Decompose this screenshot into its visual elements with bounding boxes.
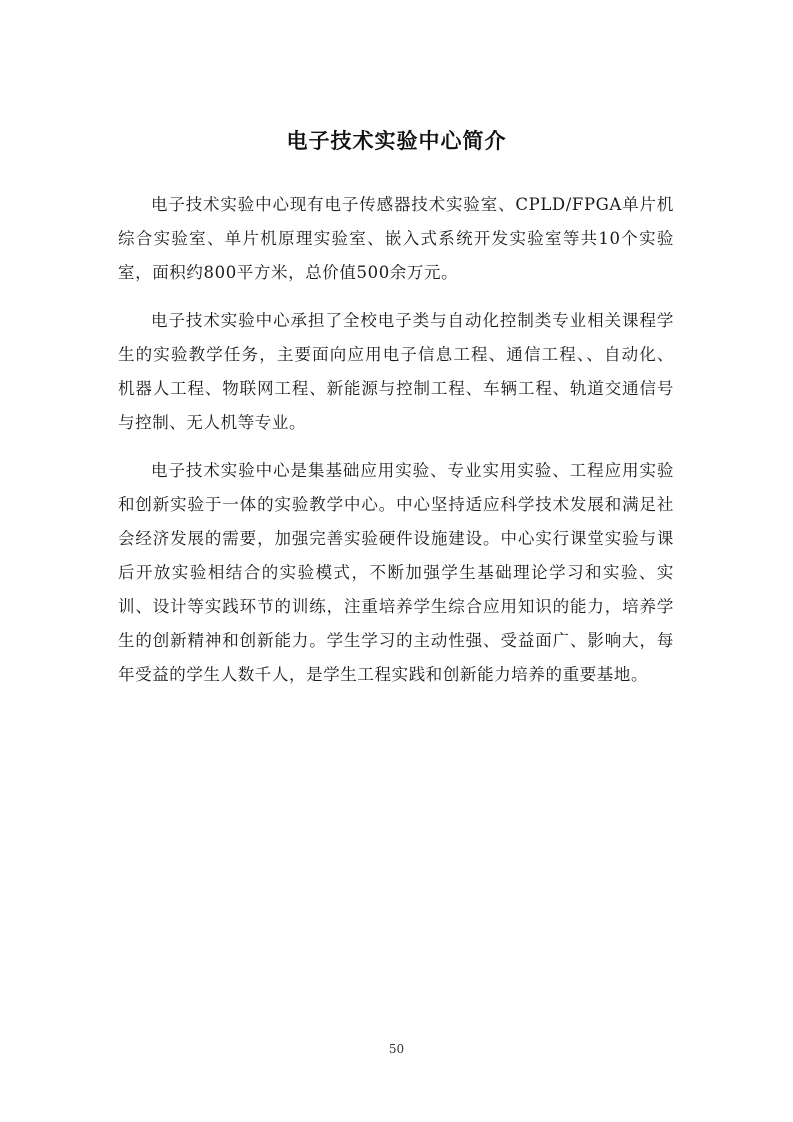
paragraph-overview: 电子技术实验中心现有电子传感器技术实验室、CPLD/FPGA单片机综合实验室、单片机原理实验室、嵌入式系统开发实验室等共10个实验室，面积约800平方米，总价值500余万元。: [118, 195, 674, 282]
document-body: [118, 188, 674, 706]
document-title: 电子技术实验中心简介: [286, 129, 507, 153]
paragraph-teaching-tasks: 电子技术实验中心承担了全校电子类与自动化控制类专业相关课程学生的实验教学任务，主要面向应用电子信息工程、通信工程、、自动化、机器人工程、物联网工程、新能源与控制工程、车辆工程、轨道交通信号与控制、无人机等专业。: [118, 311, 674, 432]
paragraph-center-mission: 电子技术实验中心是集基础应用实验、专业实用实验、工程应用实验和创新实验于一体的实验教学中心。中心坚持适应科学技术发展和满足社会经济发展的需要，加强完善实验硬件设施建设。中心实行课堂实验与课后开放实验相结合的实验模式，不断加强学生基础理论学习和实验、实训、设计等实践环节的训练，注重培养学生综合应用知识的能力，培养学生的创新精神和创新能力。学生学习的主动性强、受益面广、影响大，每年受益的学生人数千人，是学生工程实践和创新能力培养的重要基地。: [118, 461, 674, 684]
page-number: 50: [388, 1042, 405, 1056]
